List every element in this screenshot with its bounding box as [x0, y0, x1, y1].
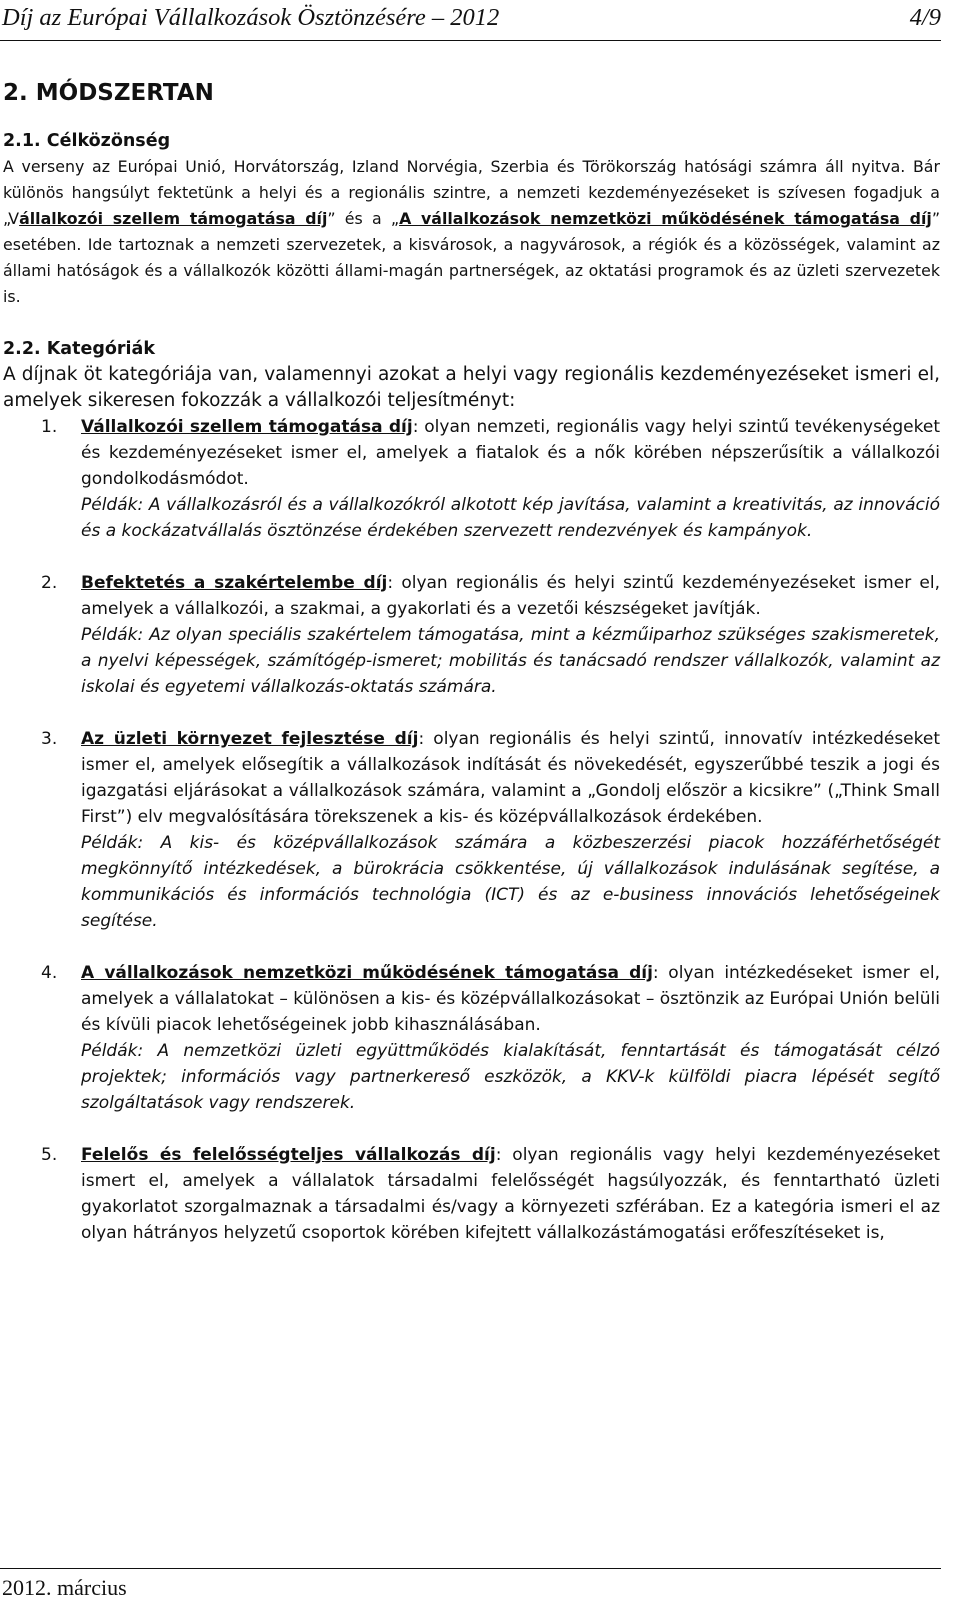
category-examples: Példák: A vállalkozásról és a vállalkozókról alkotott kép javítása, valamint a kreativitás, az innováció és a kockázatvállalás ösztönzése érdekében szervezett rendezvények és kampányok.: [81, 495, 940, 541]
category-examples: Példák: Az olyan speciális szakértelem támogatása, mint a kézműiparhoz szükséges szakismeretek, a nyelvi képességek, számítógép-ismeret; mobilitás és tanácsadó rendszer vállalkozók, valamint az iskolai és egyetemi vállalkozás-oktatás számára.: [81, 625, 940, 697]
target-p2d: A vállalkozások nemzetközi működésének támogatása díj: [399, 209, 932, 228]
category-number: 4.: [41, 963, 58, 983]
target-paragraph: [3, 154, 940, 310]
subsection-heading-categories: 2.2. Kategóriák: [3, 339, 155, 359]
category-description: [81, 726, 940, 830]
header-page-number: 4/9: [909, 4, 941, 31]
header-title: Díj az Európai Vállalkozások Ösztönzésére – 2012: [2, 4, 500, 31]
category-examples: Példák: A kis- és középvállalkozások számára a közbeszerzési piacok hozzáférhetőségét megkönnyítő intézkedések, a bürokrácia csökkentése, új vállalkozások indulásának segítése, a kommunikációs és információs technológia (ICT) és az e-business innovációs lehetőségeinek segítése.: [81, 833, 940, 931]
category-name: Az üzleti környezet fejlesztése díj: [81, 729, 419, 749]
section-heading: 2. MÓDSZERTAN: [3, 80, 214, 106]
category-examples: Példák: A nemzetközi üzleti együttműködés kialakítását, fenntartását és támogatását célzó projektek; információs vagy partnerkereső eszközök, a KKV-k külföldi piacra lépését segítő szolgáltatások vagy rendszerek.: [81, 1041, 940, 1113]
subsection-heading-target: 2.1. Célközönség: [3, 131, 171, 151]
category-name: Befektetés a szakértelembe díj: [81, 573, 388, 593]
category-number: 5.: [41, 1145, 58, 1165]
category-item: [3, 570, 940, 726]
category-desc: : olyan regionális és helyi szintű, innovatív intézkedéseket ismer el, amelyek elősegítik a vállalkozások indítását és növekedését, egyszerűbbé teszik a jogi és igazgatási eljárásokat a vállalkozások számára, valamint a „Gondolj először a kicsikre” („Think Small First”) elv megvalósítására törekszenek a kis- és középvállalkozások érdekében.: [81, 729, 940, 827]
category-description: [81, 1142, 940, 1246]
category-name: Vállalkozói szellem támogatása díj: [81, 417, 413, 437]
category-item: [3, 726, 940, 960]
category-desc: : olyan regionális vagy helyi kezdeményezéseket ismert el, amelyek a vállalatok társadalmi felelősségét hagsúlyozzák, és fenntartható üzleti gyakorlatot szorgalmaznak a társadalmi és/vagy a környezeti szférában. Ez a kategória ismeri el az olyan hátrányos helyzetű csoportok körében kifejtett vállalkozástámogatási erőfeszítéseket is,: [81, 1145, 940, 1243]
page-footer: [0, 1568, 941, 1600]
category-list: [3, 414, 940, 1246]
main-content: [3, 78, 940, 1246]
target-p2b: állalkozói szellem támogatása díj: [19, 209, 328, 228]
category-desc: : olyan intézkedéseket ismer el, amelyek a vállalatokat – különösen a kis- és középvállalkozásokat – ösztönzik az Európai Unión belüli és kívüli piacok lehetőségeinek jobb kihasználásában.: [81, 963, 940, 1035]
category-name: A vállalkozások nemzetközi működésének támogatása díj: [81, 963, 653, 983]
category-number: 3.: [41, 729, 58, 749]
category-name: Felelős és felelősségteljes vállalkozás díj: [81, 1145, 496, 1165]
category-desc: : olyan regionális és helyi szintű kezdeményezéseket ismer el, amelyek a vállalkozói, a szakmai, a gyakorlati és a vezetői készségeket javítják.: [81, 573, 940, 619]
target-p2e: ” esetében.: [3, 209, 940, 254]
category-item: [3, 1142, 940, 1246]
target-p2c: ” és a „: [327, 209, 400, 228]
footer-date: 2012. március: [2, 1575, 127, 1600]
category-number: 2.: [41, 573, 58, 593]
categories-intro: A díjnak öt kategóriája van, valamennyi azokat a helyi vagy regionális kezdeményezéseket ismeri el, amelyek sikeresen fokozzák a vállalkozói teljesítményt:: [3, 364, 940, 411]
category-description: [81, 960, 940, 1038]
target-p2a: Bár különös hangsúlyt fektetünk a helyi és a regionális szintre, a nemzeti kezdeményezéseket is szívesen fogadjuk a „V: [3, 157, 940, 228]
category-description: [81, 570, 940, 622]
category-description: [81, 414, 940, 492]
category-item: [3, 960, 940, 1142]
target-p1: A verseny az Európai Unió, Horvátország, Izland Norvégia, Szerbia és Törökország hatósági számra áll nyitva.: [3, 157, 906, 176]
category-desc: : olyan nemzeti, regionális vagy helyi szintű tevékenységeket és kezdeményezéseket ismer el, amelyek a fiatalok és a nők körében népszerűsítik a vállalkozói gondolkodásmódot.: [81, 417, 941, 489]
category-number: 1.: [41, 417, 58, 437]
page-header: [0, 0, 941, 41]
category-item: [3, 414, 940, 570]
target-p2f: Ide tartoznak a nemzeti szervezetek, a kisvárosok, a nagyvárosok, a régiók és a közösségek, valamint az állami hatóságok és a vállalkozók közötti állami-magán partnerségek, az oktatási programok és az üzleti szervezetek is.: [3, 235, 940, 306]
